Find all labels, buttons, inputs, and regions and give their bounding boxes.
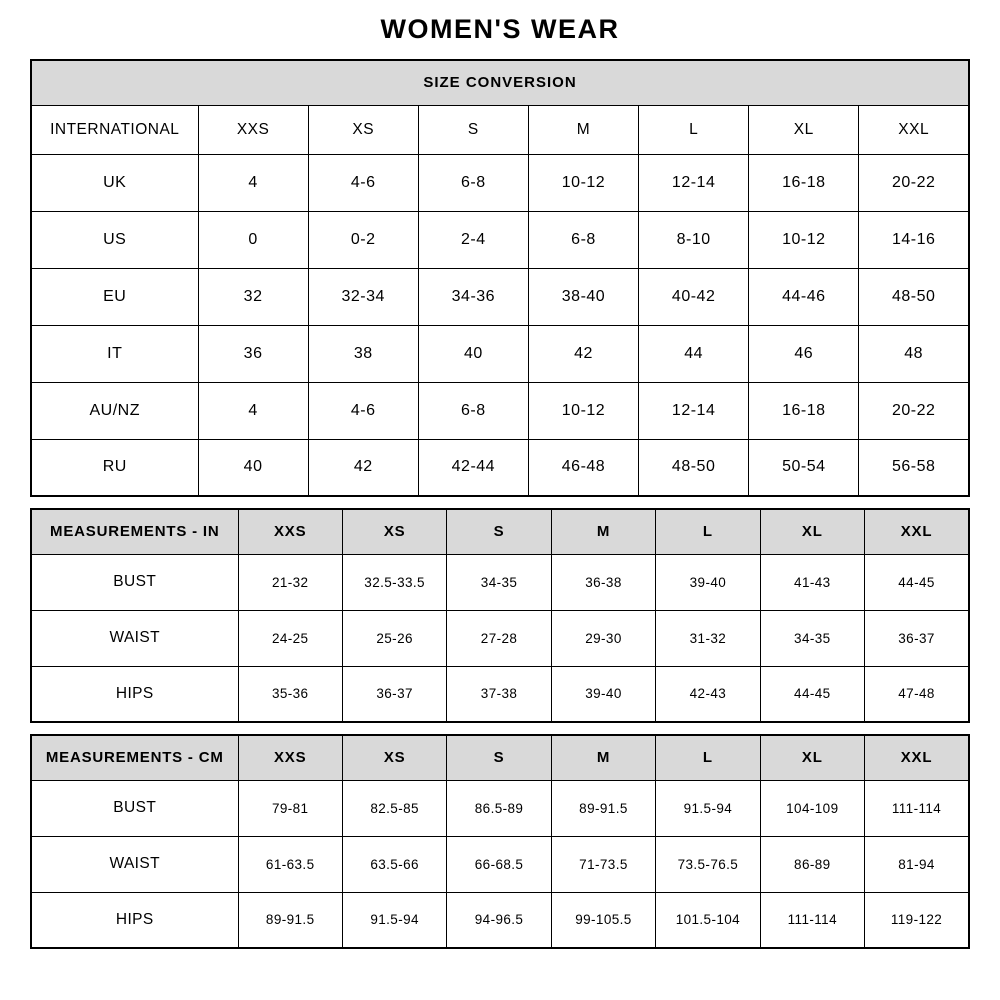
table-cell: 42-44	[418, 439, 528, 496]
row-label: UK	[31, 154, 198, 211]
row-label: BUST	[31, 780, 238, 836]
table-cell: 32.5-33.5	[342, 554, 446, 610]
table-cell: 4	[198, 382, 308, 439]
table-cell: 56-58	[859, 439, 969, 496]
row-label: WAIST	[31, 610, 238, 666]
column-header: M	[551, 735, 655, 780]
table-cell: 36-37	[342, 666, 446, 722]
table-cell: 0-2	[308, 211, 418, 268]
page-title: WOMEN'S WEAR	[380, 14, 620, 44]
table-cell: 46	[749, 325, 859, 382]
table-cell: 6-8	[418, 382, 528, 439]
table-cell: 44	[639, 325, 749, 382]
column-header: XXS	[238, 509, 342, 554]
row-eu	[31, 268, 969, 325]
column-header: XXL	[859, 105, 969, 154]
table-cell: 29-30	[551, 610, 655, 666]
table-cell: 40-42	[639, 268, 749, 325]
table-cell: 50-54	[749, 439, 859, 496]
table-cell: 12-14	[639, 154, 749, 211]
table-cell: 16-18	[749, 154, 859, 211]
table-cell: 38	[308, 325, 418, 382]
column-header: L	[656, 735, 760, 780]
table-cell: 89-91.5	[238, 892, 342, 948]
table-cell: 8-10	[639, 211, 749, 268]
column-header: XS	[342, 735, 446, 780]
table-cell: 79-81	[238, 780, 342, 836]
table-cell: 40	[198, 439, 308, 496]
table-cell: 73.5-76.5	[656, 836, 760, 892]
table-cell: 48-50	[859, 268, 969, 325]
measurements-cm-table	[30, 734, 970, 949]
table-cell: 119-122	[865, 892, 969, 948]
column-header: M	[551, 509, 655, 554]
table-cell: 94-96.5	[447, 892, 551, 948]
table-cell: 66-68.5	[447, 836, 551, 892]
header-row	[31, 509, 969, 554]
column-header: XL	[760, 735, 864, 780]
column-header: L	[639, 105, 749, 154]
table-cell: 36-37	[865, 610, 969, 666]
table-cell: 25-26	[342, 610, 446, 666]
row-waist	[31, 610, 969, 666]
table-cell: 82.5-85	[342, 780, 446, 836]
column-header: XXL	[865, 509, 969, 554]
table-cell: 36-38	[551, 554, 655, 610]
row-label: AU/NZ	[31, 382, 198, 439]
size-conversion-title: SIZE CONVERSION	[31, 60, 969, 105]
table-cell: 48	[859, 325, 969, 382]
table-cell: 4-6	[308, 154, 418, 211]
table-cell: 86.5-89	[447, 780, 551, 836]
row-label: EU	[31, 268, 198, 325]
column-header: XS	[308, 105, 418, 154]
table-cell: 32-34	[308, 268, 418, 325]
table-cell: 99-105.5	[551, 892, 655, 948]
size-conversion-table	[30, 59, 970, 497]
table-cell: 32	[198, 268, 308, 325]
column-header: INTERNATIONAL	[31, 105, 198, 154]
table-cell: 89-91.5	[551, 780, 655, 836]
table-cell: 31-32	[656, 610, 760, 666]
row-bust	[31, 554, 969, 610]
table-cell: 34-36	[418, 268, 528, 325]
column-header: XXS	[198, 105, 308, 154]
table-cell: 35-36	[238, 666, 342, 722]
column-header: S	[447, 509, 551, 554]
table-title: MEASUREMENTS - IN	[31, 509, 238, 554]
table-cell: 86-89	[760, 836, 864, 892]
header-row	[31, 105, 969, 154]
table-cell: 48-50	[639, 439, 749, 496]
table-cell: 111-114	[865, 780, 969, 836]
banner-row	[31, 60, 969, 105]
table-cell: 4-6	[308, 382, 418, 439]
table-cell: 111-114	[760, 892, 864, 948]
table-cell: 27-28	[447, 610, 551, 666]
column-header: XL	[749, 105, 859, 154]
row-label: HIPS	[31, 892, 238, 948]
table-cell: 47-48	[865, 666, 969, 722]
table-cell: 38-40	[528, 268, 638, 325]
table-cell: 42-43	[656, 666, 760, 722]
row-label: US	[31, 211, 198, 268]
header-row	[31, 735, 969, 780]
table-cell: 42	[528, 325, 638, 382]
table-cell: 24-25	[238, 610, 342, 666]
row-label: HIPS	[31, 666, 238, 722]
table-cell: 20-22	[859, 382, 969, 439]
table-cell: 101.5-104	[656, 892, 760, 948]
table-cell: 4	[198, 154, 308, 211]
column-header: XL	[760, 509, 864, 554]
table-cell: 14-16	[859, 211, 969, 268]
column-header: S	[418, 105, 528, 154]
row-us	[31, 211, 969, 268]
table-cell: 10-12	[528, 382, 638, 439]
table-title: MEASUREMENTS - CM	[31, 735, 238, 780]
table-cell: 34-35	[760, 610, 864, 666]
column-header: XXS	[238, 735, 342, 780]
table-cell: 10-12	[528, 154, 638, 211]
column-header: M	[528, 105, 638, 154]
table-cell: 63.5-66	[342, 836, 446, 892]
table-cell: 104-109	[760, 780, 864, 836]
table-cell: 61-63.5	[238, 836, 342, 892]
table-cell: 21-32	[238, 554, 342, 610]
column-header: S	[447, 735, 551, 780]
row-aunz	[31, 382, 969, 439]
column-header: XS	[342, 509, 446, 554]
row-label: BUST	[31, 554, 238, 610]
table-cell: 42	[308, 439, 418, 496]
table-cell: 39-40	[551, 666, 655, 722]
table-cell: 44-46	[749, 268, 859, 325]
table-cell: 46-48	[528, 439, 638, 496]
table-cell: 44-45	[760, 666, 864, 722]
table-cell: 91.5-94	[342, 892, 446, 948]
table-cell: 34-35	[447, 554, 551, 610]
row-uk	[31, 154, 969, 211]
table-cell: 91.5-94	[656, 780, 760, 836]
table-cell: 39-40	[656, 554, 760, 610]
table-cell: 12-14	[639, 382, 749, 439]
row-label: WAIST	[31, 836, 238, 892]
table-cell: 36	[198, 325, 308, 382]
table-cell: 2-4	[418, 211, 528, 268]
table-cell: 37-38	[447, 666, 551, 722]
row-label: IT	[31, 325, 198, 382]
row-hips	[31, 666, 969, 722]
row-waist	[31, 836, 969, 892]
row-it	[31, 325, 969, 382]
row-hips	[31, 892, 969, 948]
row-label: RU	[31, 439, 198, 496]
table-cell: 6-8	[418, 154, 528, 211]
column-header: XXL	[865, 735, 969, 780]
table-cell: 71-73.5	[551, 836, 655, 892]
column-header: L	[656, 509, 760, 554]
table-cell: 44-45	[865, 554, 969, 610]
table-cell: 10-12	[749, 211, 859, 268]
table-cell: 41-43	[760, 554, 864, 610]
table-cell: 81-94	[865, 836, 969, 892]
row-ru	[31, 439, 969, 496]
measurements-in-table	[30, 508, 970, 723]
table-cell: 0	[198, 211, 308, 268]
table-cell: 6-8	[528, 211, 638, 268]
row-bust	[31, 780, 969, 836]
table-cell: 20-22	[859, 154, 969, 211]
table-cell: 16-18	[749, 382, 859, 439]
table-cell: 40	[418, 325, 528, 382]
